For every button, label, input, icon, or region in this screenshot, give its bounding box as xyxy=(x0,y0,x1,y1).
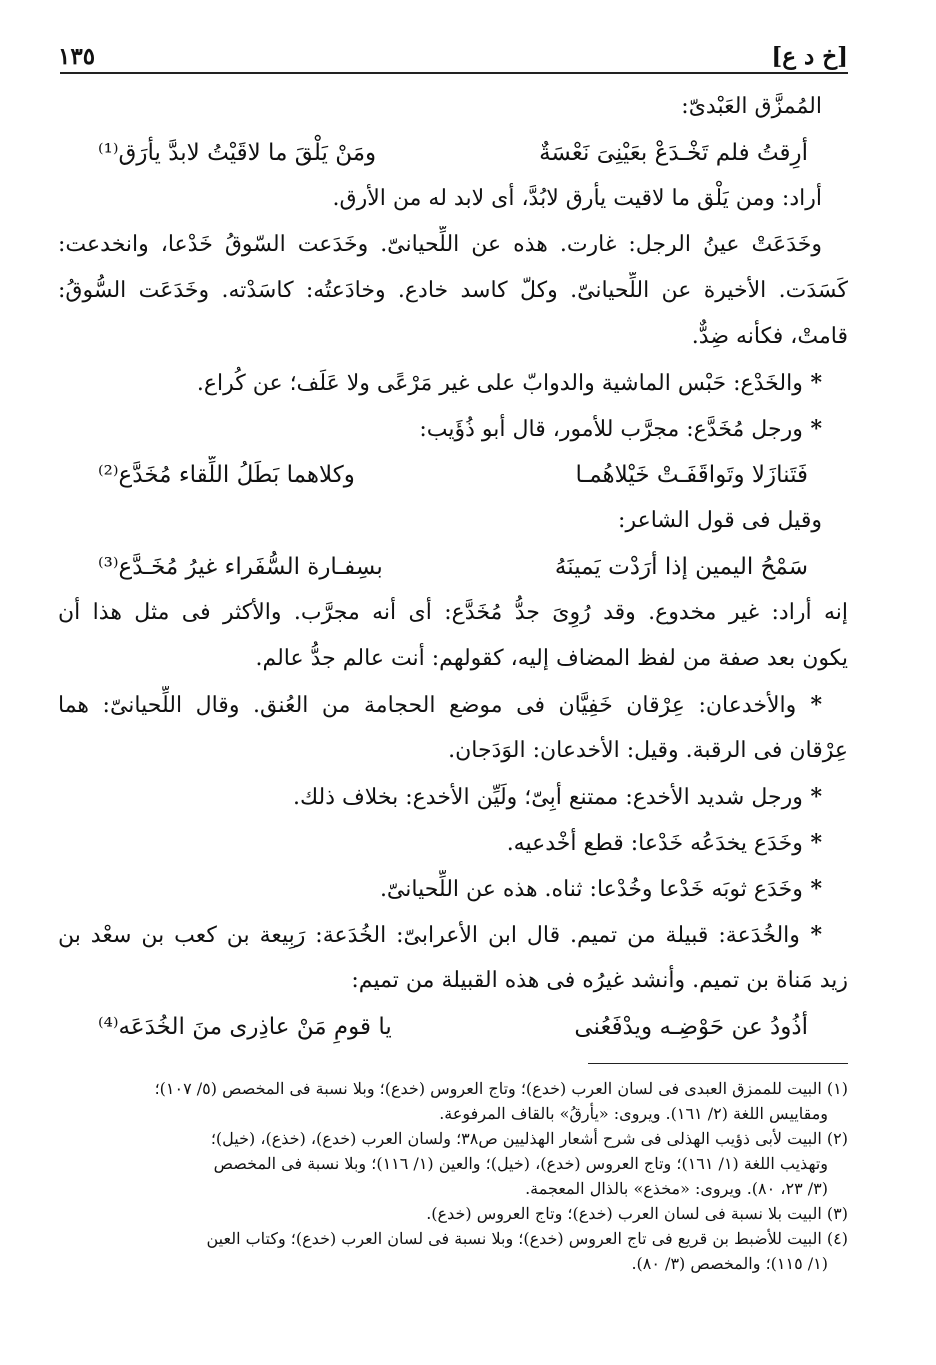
text-line: وقيل فى قول الشاعر: xyxy=(618,508,822,533)
text-line: المُمزَّق العَبْدىّ: xyxy=(681,94,822,119)
footnote-line: (١/ ١١٥)؛ والمخصص (٣/ ٨٠). xyxy=(631,1254,828,1273)
entry-tag: [خ د ع] xyxy=(771,43,848,70)
text-line: يكون بعد صفة من لفظ المضاف إليه، كقولهم: أنت عالم جدُّ عالم. xyxy=(255,646,848,671)
footnote-line: (٣) البيت بلا نسبة فى لسان العرب (خدع)؛ وتاج العروس (خدع). xyxy=(426,1204,848,1223)
verse-line xyxy=(58,548,848,594)
text-line: * وخَدَع ثوبَه خَدْعا وخُدْعا: ثناه. هذه عن اللِّحيانىّ. xyxy=(58,870,848,916)
verse-first-hemistich: أذُودُ عن حَوْضِـه ويدْفَعُنى xyxy=(574,1014,808,1040)
footnotes xyxy=(58,1076,848,1276)
text-line: وخَدَعَتْ عينُ الرجل: غارت. هذه عن اللِّحيانىّ. وخَدَعت السّوقُ خَدْعا، وانخدعت: xyxy=(58,232,822,257)
verse-second-hemistich: وكلاهما بَطَلُ اللِّقاء مُخَدَّع⁽²⁾ xyxy=(98,462,355,488)
verse-first-hemistich: سَمْحُ اليمين إذا أرَدْت يَمينَهُ xyxy=(554,554,808,580)
header-rule xyxy=(60,72,848,74)
verse-second-hemistich: ومَنْ يَلْقَ ما لاقَيْتُ لابدَّ يأرَق⁽¹⁾ xyxy=(98,140,377,166)
footnote-line: (٤) البيت للأضبط بن قريع فى تاج العروس (خدع)؛ وبلا نسبة فى لسان العرب (خدع)؛ وكتاب العين xyxy=(206,1229,848,1248)
text-line: أراد: ومن يَلْق ما لاقيت يأرق لابُدَّ، أى لابد له من الأرق. xyxy=(332,186,822,211)
text-line: * ورجل شديد الأخدع: ممتنع أبِىّ؛ ولَيِّن الأخدع: بخلاف ذلك. xyxy=(58,778,848,824)
text-line: * والخَدْع: حَبْس الماشية والدوابّ على غير مَرْعًى ولا عَلَف؛ عن كُراع. xyxy=(58,364,848,410)
verse-line xyxy=(58,134,848,180)
footnote-line: ومقاييس اللغة (٢/ ١٦١). ويروى: «يأرقُ» بالقاف المرفوعة. xyxy=(439,1104,828,1123)
verse-line xyxy=(58,456,848,502)
text-line: * والأخدعان: عِرْقان خَفِيَّان فى موضع الحجامة من العُنق. وقال اللِّحيانىّ: هما xyxy=(58,686,848,732)
verse-first-hemistich: فَتَنازَلا وتَواقَفَـتْ خَيْلاهُمـا xyxy=(575,462,808,488)
text-line: إنه أراد: غير مخدوع. وقد رُوِىَ جدُّ مُخَدَّع: أى أنه مجرَّب. والأكثر فى مثل هذا أن xyxy=(58,600,848,625)
footnote-line: (١) البيت للممزق العبدى فى لسان العرب (خدع)؛ وتاج العروس (خدع)؛ وبلا نسبة فى المخصص (٥/ ١٠٧)؛ xyxy=(154,1079,848,1098)
footnote-line: (٣/ ٢٣، ٨٠). ويروى: «مخذع» بالذال المعجمة. xyxy=(525,1179,828,1198)
text-line: * ورجل مُخَدَّع: مجرَّب للأمور، قال أبو ذُؤَيب: xyxy=(58,410,848,456)
verse-second-hemistich: يا قومِ مَنْ عاذِرى منَ الخُدَعَه⁽⁴⁾ xyxy=(98,1014,392,1040)
footnote-line: وتهذيب اللغة (١/ ١٦١)؛ وتاج العروس (خدع)، (خيل)؛ والعين (١/ ١١٦)؛ وبلا نسبة فى المخصص xyxy=(213,1154,828,1173)
footnote-separator xyxy=(588,1063,848,1064)
text-line: * وخَدَع يخدَعُه خَدْعا: قطع أخْدعيه. xyxy=(58,824,848,870)
text-line: كَسَدَت. الأخيرة عن اللِّحيانىّ. وكلّ كاسد خادع. وخادَعتُه: كاسَدْته. وخَدَعَت السُّوقُ: xyxy=(58,278,848,303)
text-line: * والخُدَعة: قبيلة من تميم. قال ابن الأعرابىّ: الخُدَعة: رَبِيعة بن كعب بن سعْد بن xyxy=(58,916,848,962)
main-text xyxy=(58,88,848,1054)
page-number: ١٣٥ xyxy=(58,43,96,70)
verse-second-hemistich: بسِفـارة السُّفَراء غيرُ مُخَـدَّع⁽³⁾ xyxy=(98,554,383,580)
verse-first-hemistich: أرِقتُ فلم تَخْـدَعْ بعَيْنِىَ نَعْسَةٌ xyxy=(539,140,808,166)
text-line: قامتْ، فكأنه ضِدٌّ. xyxy=(691,324,848,349)
page-header xyxy=(58,30,848,70)
verse-line xyxy=(58,1008,848,1054)
footnote-line: (٢) البيت لأبى ذؤيب الهذلى فى شرح أشعار الهذليين ص٣٨؛ ولسان العرب (خدع)، (خذع)، (خيل)؛ xyxy=(210,1129,848,1148)
text-line: عِرْقان فى الرقبة. وقيل: الأخدعان: الوَدَجان. xyxy=(448,738,848,763)
text-line: زيد مَناة بن تميم. وأنشد غيرُه فى هذه القبيلة من تميم: xyxy=(351,968,848,993)
